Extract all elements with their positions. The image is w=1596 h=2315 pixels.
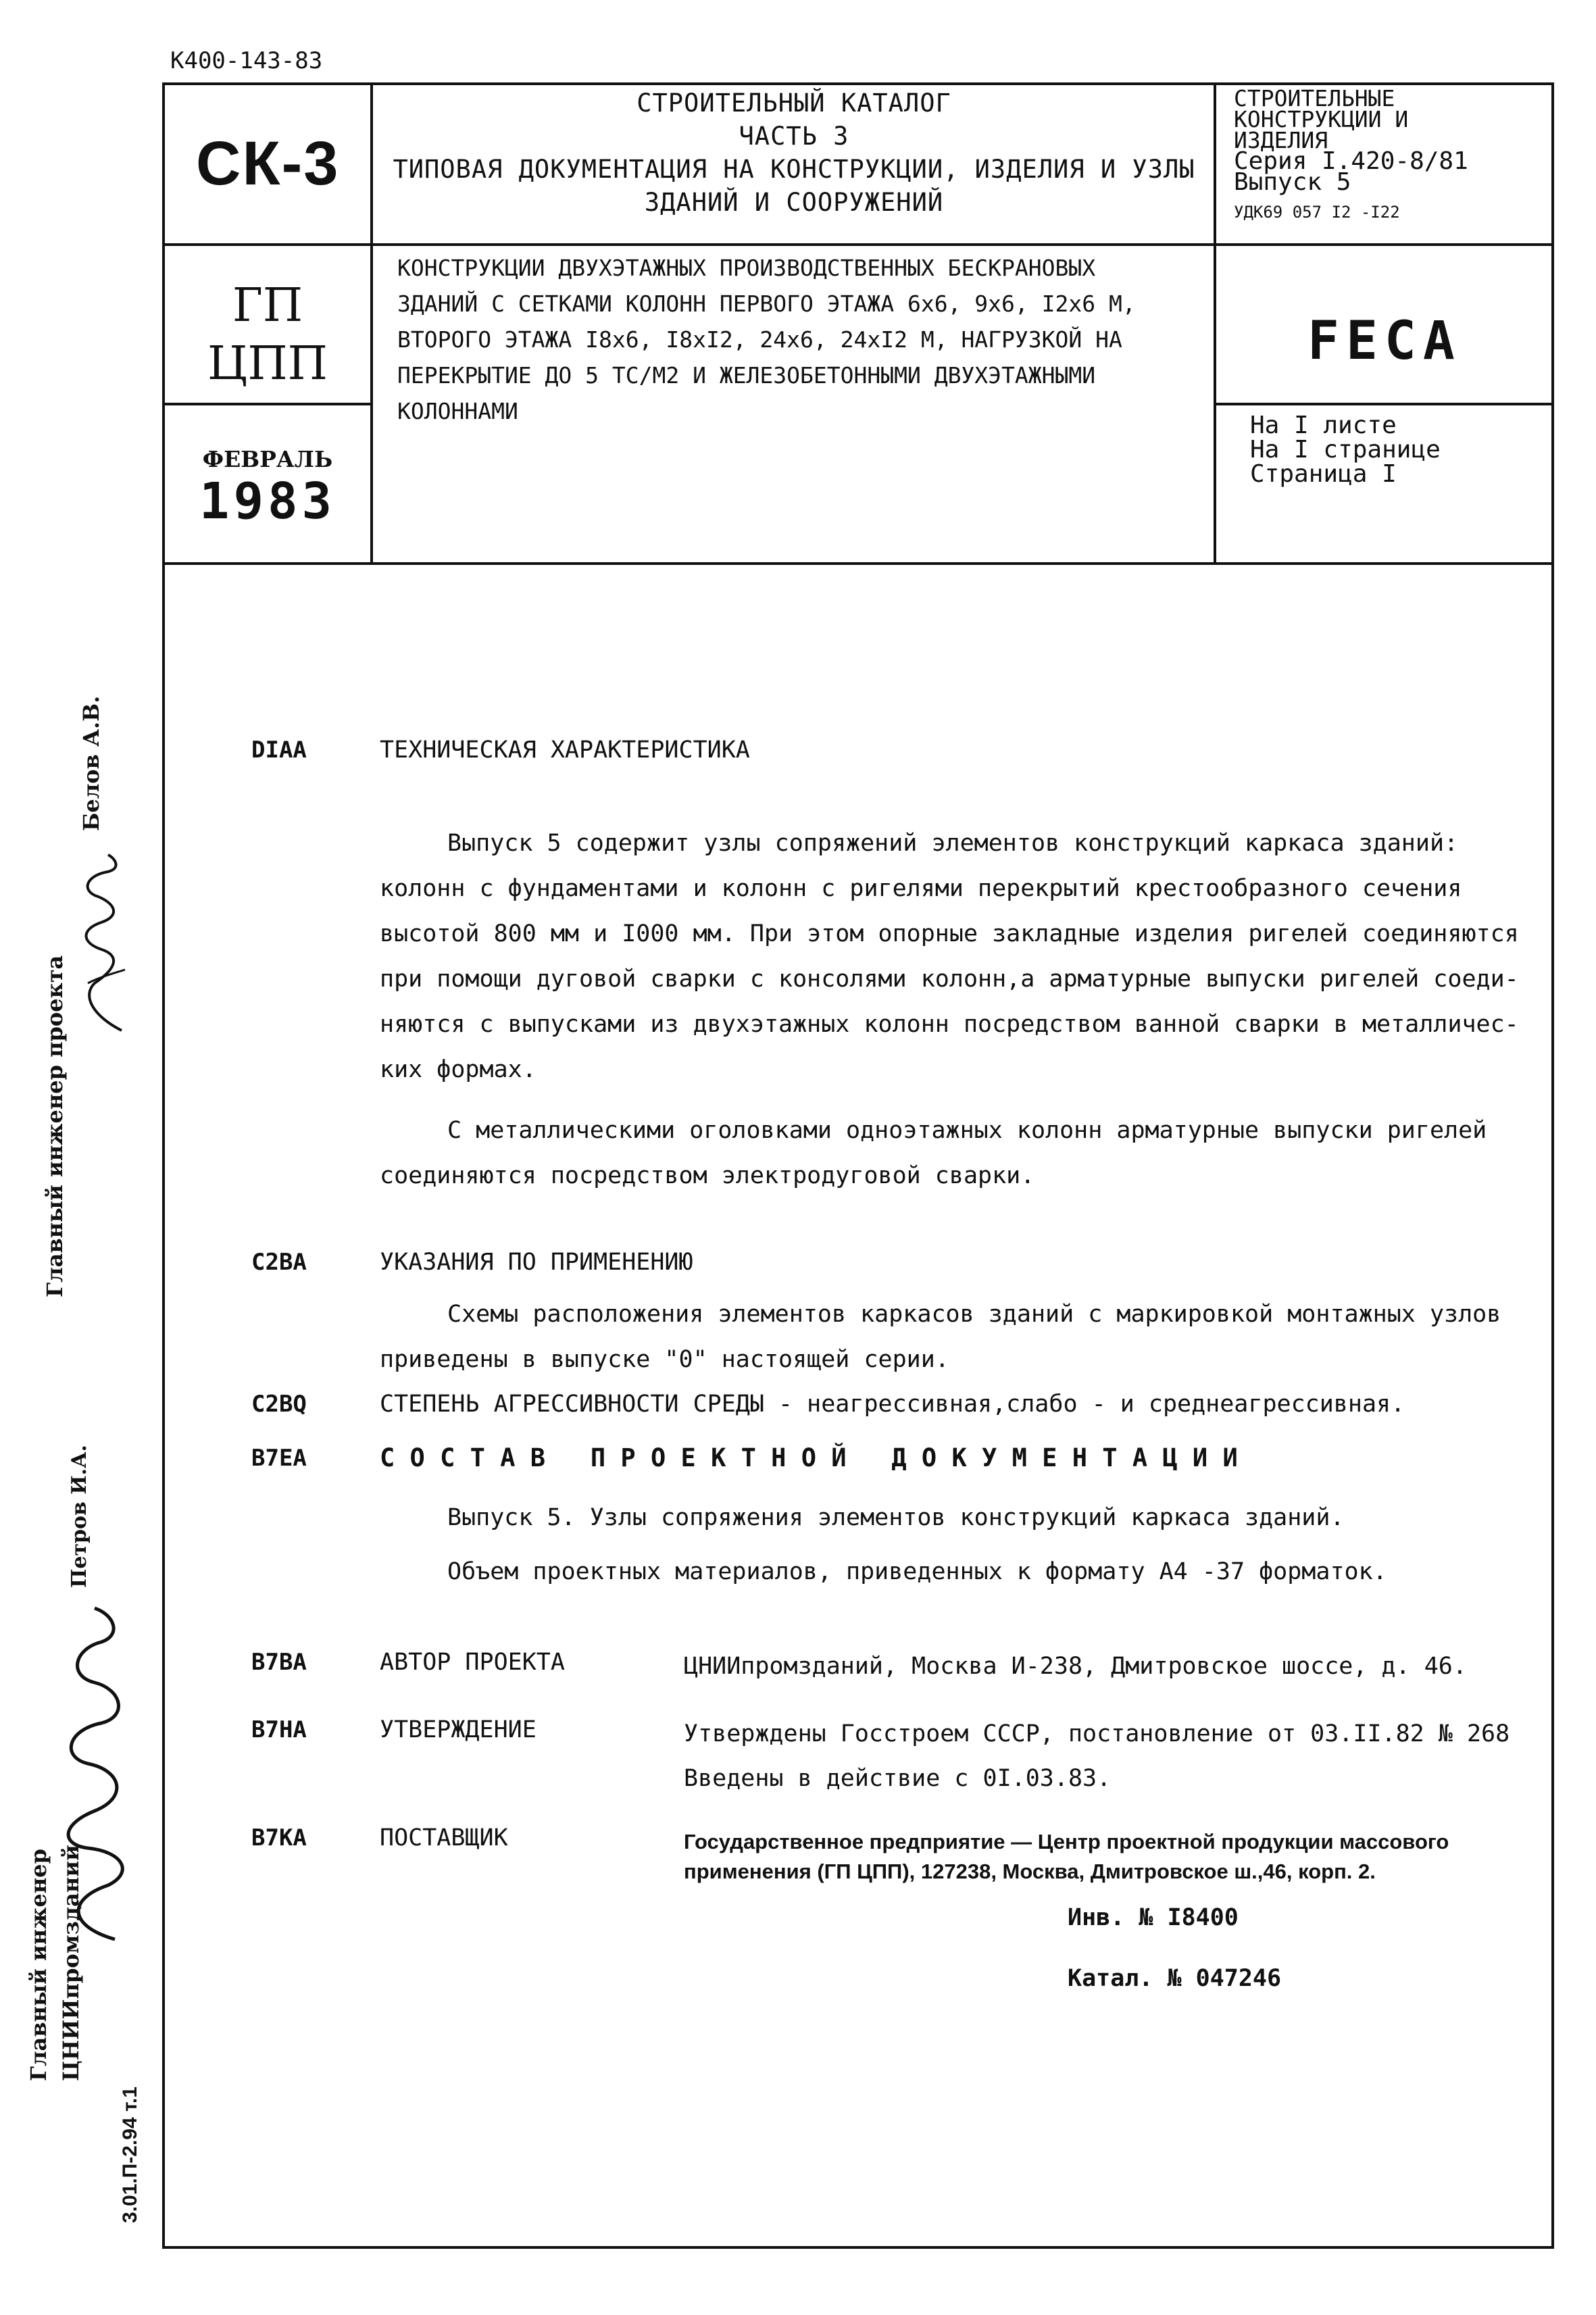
catalog-header <box>378 86 1210 219</box>
issue-month: ФЕВРАЛЬ <box>202 446 333 472</box>
chief-engineer-name: Петров И.А. <box>68 1445 91 1588</box>
divider <box>162 403 373 405</box>
issue-year: 1983 <box>199 472 336 530</box>
section-title: ПОСТАВЩИК <box>380 1824 508 1851</box>
description-line: ЗДАНИЙ С СЕТКАМИ КОЛОНН ПЕРВОГО ЭТАЖА 6х6, 9х6, I2х6 М, <box>397 291 1136 317</box>
paragraph-line: при помощи дуговой сварки с консолями колонн,а арматурные выпуски ригелей соеди- <box>380 966 1519 993</box>
stamp-code: 3.01.П-2.94 т.1 <box>119 2086 141 2223</box>
description-line: ВТОРОГО ЭТАЖА I8х6, I8хI2, 24х6, 24хI2 М, НАГРУЗКОЙ НА <box>397 326 1122 353</box>
composition-line: Объем проектных материалов, приведенных к формату А4 -37 форматок. <box>447 1558 1387 1585</box>
paragraph-line: Схемы расположения элементов каркасов зданий с маркировкой монтажных узлов <box>447 1301 1501 1328</box>
divider <box>1214 82 1216 565</box>
supplier-line: Государственное предприятие — Центр проектной продукции массового <box>684 1830 1449 1853</box>
catalog-label: СК-3 <box>196 129 340 198</box>
catalog-header-line: ТИПОВАЯ ДОКУМЕНТАЦИЯ НА КОНСТРУКЦИИ, ИЗДЕЛИЯ И УЗЛЫ <box>393 155 1195 184</box>
issue-date <box>165 446 370 530</box>
section-code: DIAA <box>251 737 307 764</box>
description-line: КОЛОННАМИ <box>397 398 518 424</box>
paragraph-line: няются с выпусками из двухэтажных колонн посредством ванной сварки в металличес- <box>380 1011 1519 1038</box>
divider <box>162 243 1554 246</box>
series-line: Серия I.420-8/81 <box>1234 147 1468 175</box>
section-title: УТВЕРЖДЕНИЕ <box>380 1716 537 1743</box>
organization <box>165 277 370 393</box>
chief-engineer-label: Главный инженер <box>26 1849 51 2081</box>
paragraph-line: соединяются посредством электродуговой сварки. <box>380 1162 1035 1189</box>
signature-petrov <box>41 1588 142 1953</box>
sheet-line: Страница I <box>1250 460 1397 488</box>
description-line: ПЕРЕКРЫТИЕ ДО 5 ТС/М2 И ЖЕЛЕЗОБЕТОННЫМИ ДВУХЭТАЖНЫМИ <box>397 362 1096 389</box>
chief-project-engineer-label: Главный инженер проекта <box>42 955 68 1297</box>
section-code: B7KA <box>251 1824 307 1851</box>
classification-code: FECA <box>1307 311 1462 372</box>
document-code: К400-143-83 <box>170 47 323 74</box>
tech-paragraph <box>380 821 1542 1093</box>
series-line: КОНСТРУКЦИИ И <box>1234 106 1409 132</box>
author-value: ЦНИИпромзданий, Москва И-238, Дмитровское шоссе, д. 46. <box>684 1653 1467 1680</box>
section-code: B7HA <box>251 1716 307 1743</box>
approval-line: Введены в действие с 0I.03.83. <box>684 1765 1112 1792</box>
section-code: B7BA <box>251 1649 307 1676</box>
series-line: СТРОИТЕЛЬНЫЕ <box>1234 85 1395 111</box>
catalog-header-line: ЧАСТЬ 3 <box>739 122 849 151</box>
divider <box>370 82 373 565</box>
catalog-header-line: СТРОИТЕЛЬНЫЙ КАТАЛОГ <box>637 89 951 118</box>
chief-engineer-org: ЦНИИпромзданий <box>58 1845 84 2081</box>
series-block <box>1234 85 1545 223</box>
composition-line: Выпуск 5. Узлы сопряжения элементов конструкций каркаса зданий. <box>447 1504 1345 1531</box>
chief-project-engineer-name: Белов А.В. <box>78 695 104 831</box>
section-code: C2BQ <box>251 1391 307 1418</box>
section-code: C2BA <box>251 1249 307 1276</box>
document-description <box>397 250 1208 429</box>
paragraph-line: Выпуск 5 содержит узлы сопряжений элементов конструкций каркаса зданий: <box>447 830 1459 857</box>
description-line: КОНСТРУКЦИИ ДВУХЭТАЖНЫХ ПРОИЗВОДСТВЕННЫХ БЕСКРАНОВЫХ <box>397 255 1096 281</box>
section-title: С О С Т А В П Р О Е К Т Н О Й Д О К У М Е Н Т А Ц И И <box>380 1443 1238 1472</box>
sheet-line: На I листе <box>1250 412 1397 439</box>
section-title: УКАЗАНИЯ ПО ПРИМЕНЕНИЮ <box>380 1249 693 1276</box>
signature-belov <box>68 848 142 1044</box>
sheet-line: На I странице <box>1250 436 1441 464</box>
org-line: ГП <box>232 279 303 332</box>
section-title: ТЕХНИЧЕСКАЯ ХАРАКТЕРИСТИКА <box>380 737 750 764</box>
series-line: ИЗДЕЛИЯ <box>1234 127 1328 153</box>
udk-code: УДК69 057 I2 -I22 <box>1234 203 1400 222</box>
paragraph-line: ких формах. <box>380 1056 537 1083</box>
sheet-info <box>1250 414 1441 487</box>
catalog-number: Катал. № 047246 <box>1068 1965 1282 1992</box>
paragraph-line: колонн с фундаментами и колонн с ригелями перекрытий крестообразного сечения <box>380 875 1462 902</box>
section-title: АВТОР ПРОЕКТА <box>380 1649 565 1676</box>
usage-paragraph <box>380 1292 1542 1383</box>
inventory-number: Инв. № I8400 <box>1068 1904 1239 1931</box>
paragraph-line: высотой 800 мм и I000 мм. При этом опорные закладные изделия ригелей соединяются <box>380 920 1519 947</box>
approval-line: Утверждены Госстроем СССР, постановление от 03.II.82 № 268 <box>684 1720 1510 1747</box>
tech-paragraph-2 <box>380 1108 1542 1199</box>
catalog-header-line: ЗДАНИЙ И СООРУЖЕНИЙ <box>644 188 944 217</box>
section-code: B7EA <box>251 1445 307 1472</box>
divider <box>1214 403 1554 405</box>
org-line: ЦПП <box>207 337 328 391</box>
paragraph-line: С металлическими оголовками одноэтажных колонн арматурные выпуски ригелей <box>447 1117 1487 1144</box>
series-line: Выпуск 5 <box>1234 168 1351 196</box>
aggressiveness-text: СТЕПЕНЬ АГРЕССИВНОСТИ СРЕДЫ - неагрессивная,слабо - и среднеагрессивная. <box>380 1391 1405 1418</box>
paragraph-line: приведены в выпуске "0" настоящей серии. <box>380 1346 949 1373</box>
supplier-line: применения (ГП ЦПП), 127238, Москва, Дмитровское ш.,46, корп. 2. <box>684 1860 1376 1883</box>
